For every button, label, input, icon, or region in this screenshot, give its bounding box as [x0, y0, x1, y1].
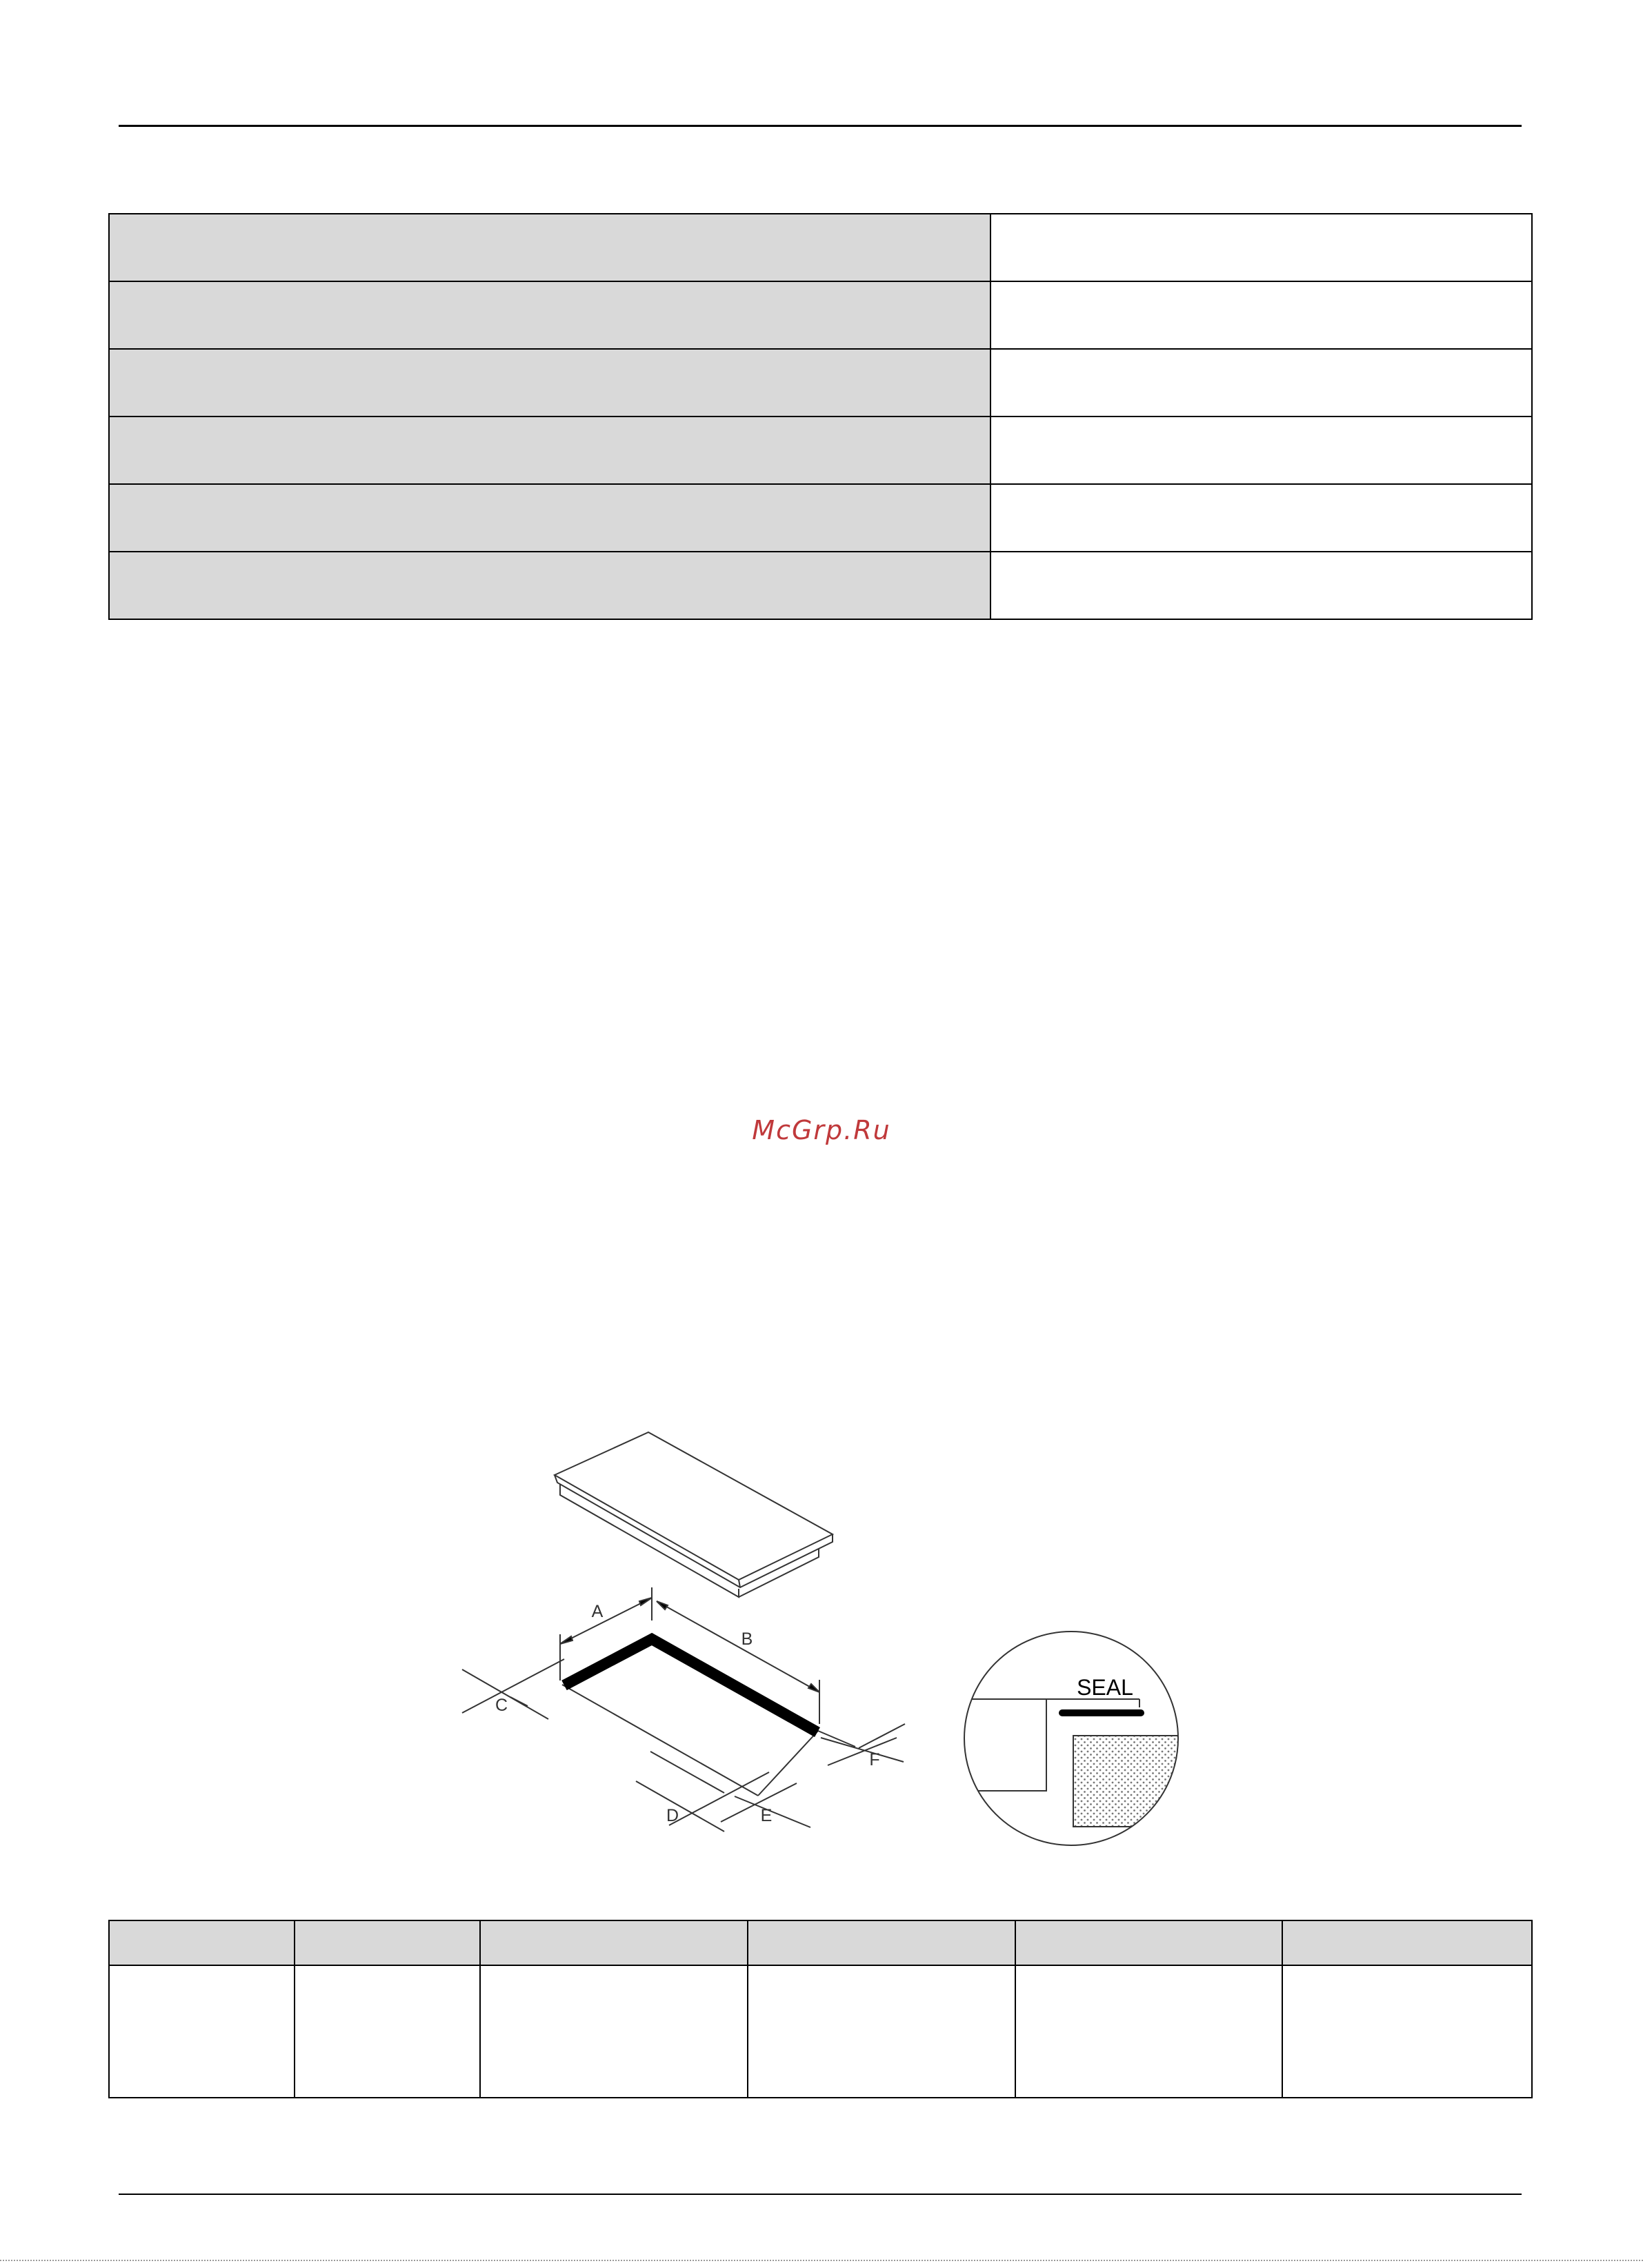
column-header — [295, 1920, 480, 1965]
table-row — [109, 484, 1532, 552]
table-row — [109, 417, 1532, 484]
dimension-labels — [495, 1602, 880, 1825]
spec-value-cell — [990, 484, 1532, 552]
dimension-label-c: C — [495, 1696, 508, 1715]
table-row — [109, 552, 1532, 619]
column-header — [480, 1920, 748, 1965]
header-rule — [119, 125, 1522, 127]
watermark-text: McGrp.Ru — [752, 1115, 891, 1145]
column-header — [1282, 1920, 1532, 1965]
table-row — [109, 281, 1532, 349]
spec-label-cell — [109, 214, 990, 281]
dimension-value-cell — [1015, 1965, 1282, 2098]
spec-label-cell — [109, 349, 990, 417]
spec-value-cell — [990, 552, 1532, 619]
hob-appliance — [555, 1432, 833, 1597]
spec-label-cell — [109, 281, 990, 349]
table-row — [109, 349, 1532, 417]
spec-value-cell — [990, 417, 1532, 484]
column-header — [109, 1920, 295, 1965]
dimension-lines — [462, 1587, 905, 1832]
dimension-table — [108, 1920, 1533, 2098]
dimension-value-cell — [480, 1965, 748, 2098]
footer-rule — [119, 2194, 1522, 2195]
dimension-label-b: B — [741, 1629, 753, 1649]
dimension-value-cell — [295, 1965, 480, 2098]
table-row — [109, 214, 1532, 281]
dimension-label-e: E — [760, 1806, 773, 1825]
column-header — [748, 1920, 1015, 1965]
installation-diagram — [0, 1421, 1643, 1862]
dimension-label-a: A — [591, 1602, 604, 1621]
spec-table — [108, 213, 1533, 620]
spec-value-cell — [990, 349, 1532, 417]
seal-outline — [564, 1639, 817, 1732]
table-row — [109, 1965, 1532, 2098]
spec-value-cell — [990, 214, 1532, 281]
table-header-row — [109, 1920, 1532, 1965]
column-header — [1015, 1920, 1282, 1965]
dimension-label-f: F — [869, 1750, 880, 1769]
dimension-value-cell — [748, 1965, 1015, 2098]
page-edge-dotted-line — [0, 2260, 1643, 2261]
seal-detail — [959, 1632, 1184, 1845]
spec-label-cell — [109, 484, 990, 552]
spec-label-cell — [109, 552, 990, 619]
seal-label: SEAL — [1077, 1675, 1133, 1700]
spec-value-cell — [990, 281, 1532, 349]
spec-label-cell — [109, 417, 990, 484]
dimension-value-cell — [1282, 1965, 1532, 2098]
dimension-label-d: D — [666, 1806, 679, 1825]
dimension-value-cell — [109, 1965, 295, 2098]
